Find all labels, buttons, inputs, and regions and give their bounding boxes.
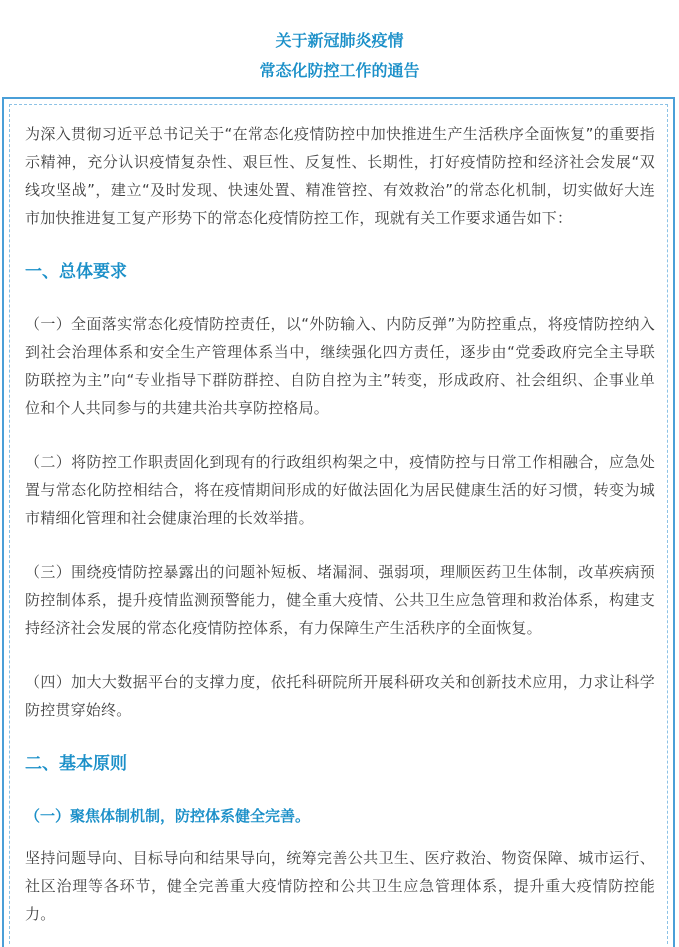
notice-body <box>25 120 655 928</box>
section-heading-general-requirements: 一、总体要求 <box>25 262 127 282</box>
title-line-2: 常态化防控工作的通告 <box>259 61 420 80</box>
section-2-paragraph-1: 坚持问题导向、目标导向和结果导向，统筹完善公共卫生、医疗救治、物资保障、城市运行、社区治理等各环节，健全完善重大疫情防控和公共卫生应急管理体系，提升重大疫情防控能力。 <box>25 849 655 923</box>
section-heading-basic-principles: 二、基本原则 <box>25 754 127 774</box>
section-1-paragraph-1: （一）全面落实常态化疫情防控责任，以“外防输入、内防反弹”为防控重点，将疫情防控纳入到社会治理体系和安全生产管理体系当中，继续强化四方责任，逐步由“党委政府完全主导联防联控为主”向“专业指导下群防群控、自防自控为主”转变，形成政府、社会组织、企事业单位和个人共同参与的共建共治共享防控格局。 <box>25 315 655 417</box>
section-1-paragraph-4: （四）加大大数据平台的支撑力度，依托科研院所开展科研攻关和创新技术应用，力求让科学防控贯穿始终。 <box>25 673 655 719</box>
subsection-heading-institutional-mechanisms: （一）聚焦体制机制，防控体系健全完善。 <box>25 807 311 825</box>
notice-title <box>0 26 679 86</box>
section-1-paragraph-2: （二）将防控工作职责固化到现有的行政组织构架之中，疫情防控与日常工作相融合，应急处置与常态化防控相结合，将在疫情期间形成的好做法固化为居民健康生活的好习惯，转变为城市精细化管理和社会健康治理的长效举措。 <box>25 453 655 527</box>
intro-paragraph: 为深入贯彻习近平总书记关于“在常态化疫情防控中加快推进生产生活秩序全面恢复”的重要指示精神，充分认识疫情复杂性、艰巨性、反复性、长期性，打好疫情防控和经济社会发展“双线攻坚战”，建立“及时发现、快速处置、精准管控、有效救治”的常态化机制，切实做好大连市加快推进复工复产形势下的常态化疫情防控工作，现就有关工作要求通告如下： <box>25 125 655 227</box>
title-line-1: 关于新冠肺炎疫情 <box>275 31 404 50</box>
section-1-paragraph-3: （三）围绕疫情防控暴露出的问题补短板、堵漏洞、强弱项，理顺医药卫生体制，改革疾病预防控制体系，提升疫情监测预警能力，健全重大疫情、公共卫生应急管理和救治体系，构建支持经济社会发展的常态化疫情防控体系，有力保障生产生活秩序的全面恢复。 <box>25 563 655 637</box>
